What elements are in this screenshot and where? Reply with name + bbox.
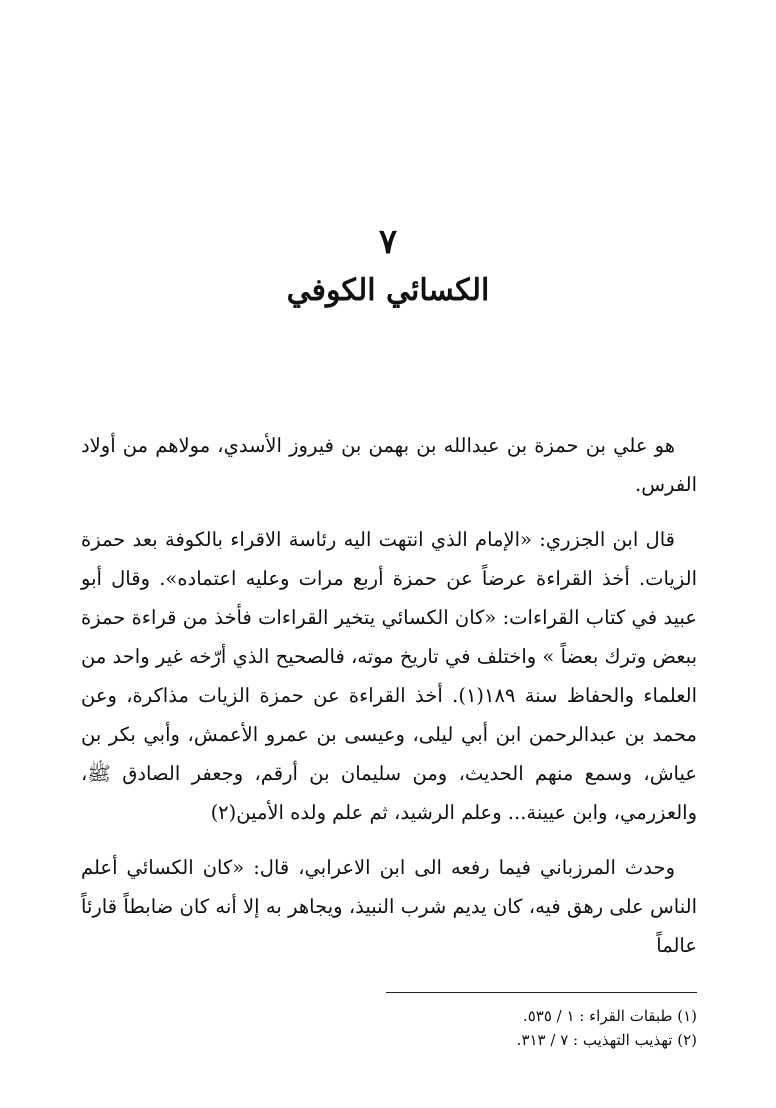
paragraph-3: وحدث المرزباني فيما رفعه الى ابن الاعرابي، قال: «كان الكسائي أعلم الناس على رهق فيه، كان يديم شرب النبيذ، ويجاهر به إلا أنه كان ضابطاً قارئاً عالماً: [81, 856, 697, 957]
footnote-separator: [386, 992, 697, 993]
chapter-number: ٧: [378, 222, 398, 262]
chapter-title: الكسائي الكوفي: [286, 273, 490, 308]
body-text: [81, 426, 697, 965]
paragraph-1: هو علي بن حمزة بن عبدالله بن بهمن بن فيروز الأسدي، مولاهم من أولاد الفرس.: [81, 434, 697, 496]
footnote-1: (١) طبقات القراء : ١ / ٥٣٥.: [522, 1007, 697, 1025]
footnote-2: (٢) تهذيب التهذيب : ٧ / ٣١٣.: [516, 1031, 697, 1049]
footnotes: [81, 1004, 697, 1052]
paragraph-2: قال ابن الجزري: «الإمام الذي انتهت اليه رئاسة الاقراء بالكوفة بعد حمزة الزيات. أخذ القراءة عرضاً عن حمزة أربع مرات وعليه اعتماده». وقال أبو عبيد في كتاب القراءات: «كان الكسائي يتخير القراءات فأخذ من قراءة حمزة ببعض وترك بعضاً » واختلف في تاريخ موته، فالصحيح الذي أرّخه غير واحد من العلماء والحفاظ سنة ١٨٩(١). أخذ القراءة عن حمزة الزيات مذاكرة، وعن محمد بن عبدالرحمن ابن أبي ليلى، وعيسى بن عمرو الأعمش، وأبي بكر بن عياش، وسمع منهم الحديث، ومن سليمان بن أرقم، وجعفر الصادق ﷺ، والعزرمي، وابن عيينة... وعلم الرشيد، ثم علم ولده الأمين(٢): [81, 528, 697, 824]
